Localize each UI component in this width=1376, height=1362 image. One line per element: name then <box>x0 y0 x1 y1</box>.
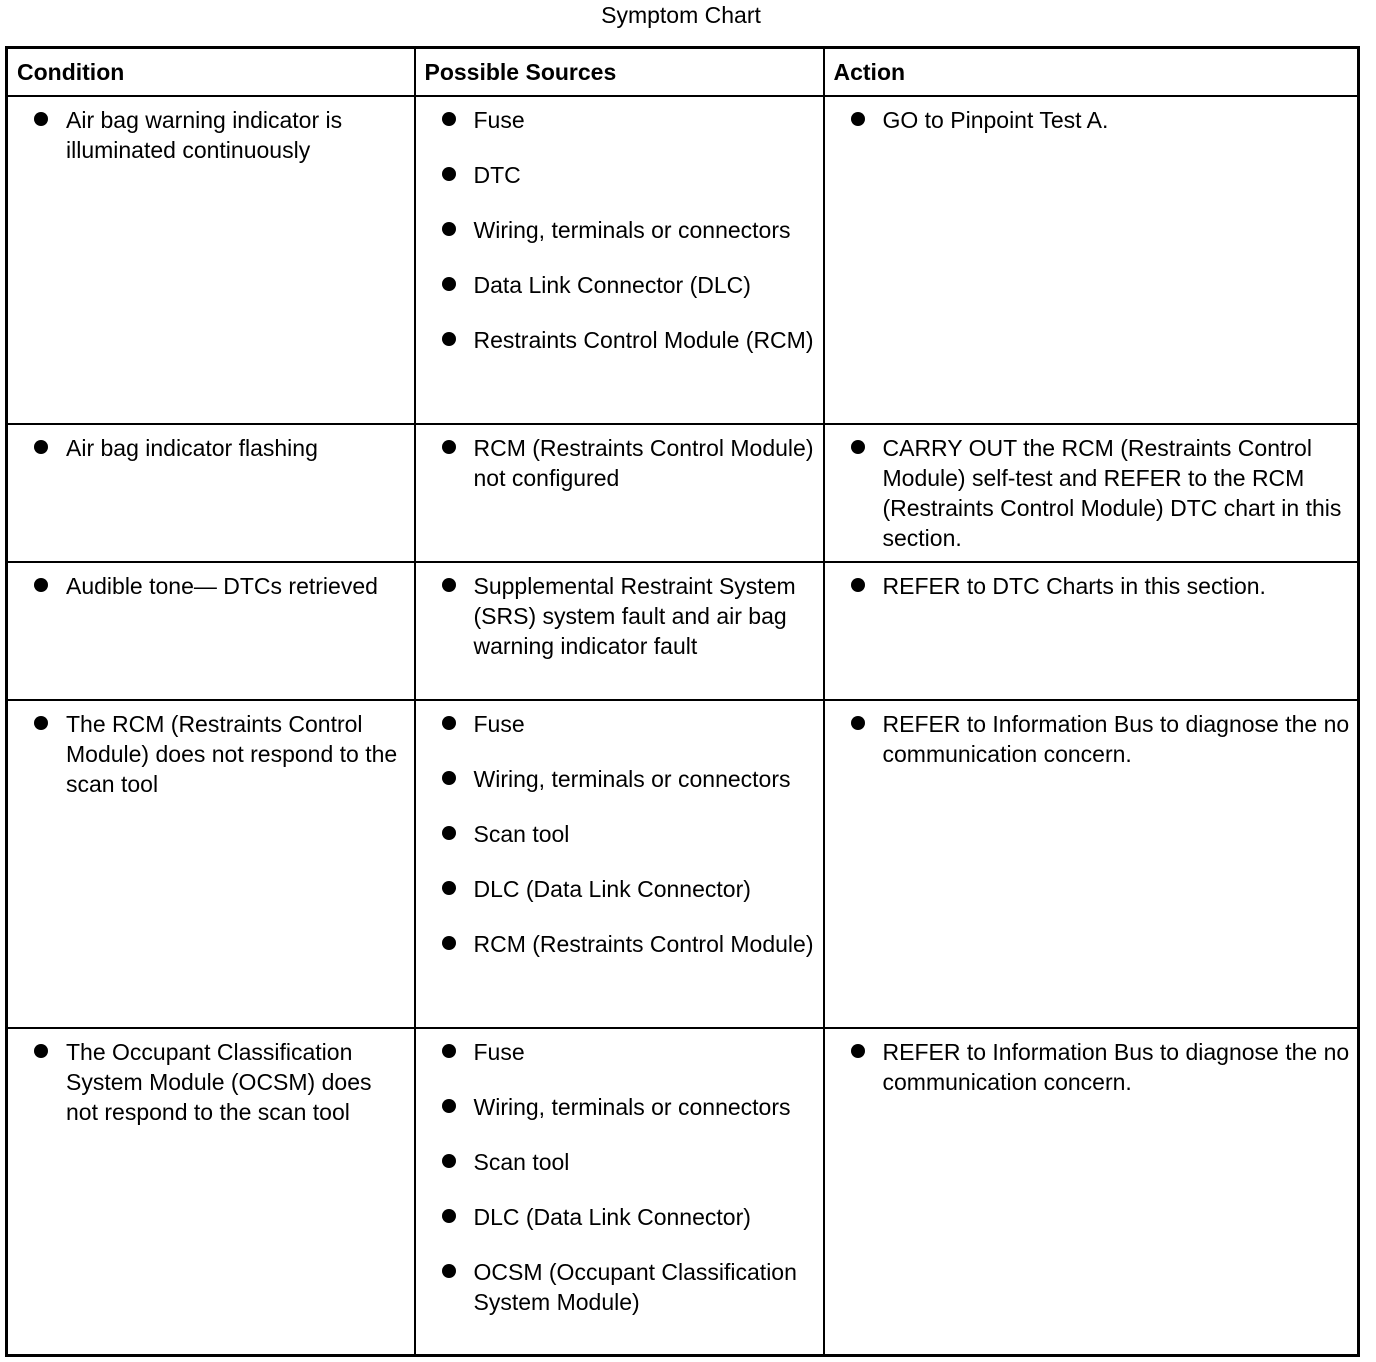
header-action: Action <box>824 48 1359 97</box>
bullet-icon <box>442 1209 456 1223</box>
table-row <box>7 700 1359 1028</box>
source-text: DTC <box>473 162 521 188</box>
list-item <box>825 105 1358 135</box>
bullet-icon <box>442 277 456 291</box>
condition-cell <box>7 562 415 700</box>
list-item <box>8 571 414 601</box>
table-row <box>7 96 1359 424</box>
header-possible-sources: Possible Sources <box>415 48 824 97</box>
list-item <box>416 929 823 959</box>
bullet-icon <box>851 578 865 592</box>
sources-cell <box>415 700 824 1028</box>
condition-text: Air bag warning indicator is illuminated continuously <box>66 107 343 163</box>
sources-cell <box>415 96 824 424</box>
list-item <box>416 160 823 190</box>
source-text: Fuse <box>473 711 525 737</box>
action-text: CARRY OUT the RCM (Restraints Control Module) self-test and REFER to the RCM (Restraints Control Module) DTC chart in this section. <box>882 435 1342 551</box>
list-item <box>416 105 823 135</box>
source-text: Wiring, terminals or connectors <box>473 766 791 792</box>
list-item <box>8 105 414 165</box>
condition-text: Air bag indicator flashing <box>66 435 318 461</box>
bullet-icon <box>442 1044 456 1058</box>
sources-cell <box>415 562 824 700</box>
source-text: Wiring, terminals or connectors <box>473 217 791 243</box>
action-cell <box>824 700 1359 1028</box>
condition-text: The RCM (Restraints Control Module) does not respond to the scan tool <box>66 711 398 797</box>
source-text: DLC (Data Link Connector) <box>473 1204 751 1230</box>
list-item <box>416 1092 823 1122</box>
table-row <box>7 562 1359 700</box>
list-item <box>825 433 1358 553</box>
list-item <box>416 1202 823 1232</box>
bullet-icon <box>442 578 456 592</box>
list-item <box>416 764 823 794</box>
source-text: Supplemental Restraint System (SRS) system fault and air bag warning indicator fault <box>473 573 796 659</box>
list-item <box>8 433 414 463</box>
list-item <box>416 433 823 493</box>
action-text: REFER to DTC Charts in this section. <box>882 573 1266 599</box>
list-item <box>416 1147 823 1177</box>
header-row <box>7 48 1359 97</box>
source-text: Fuse <box>473 1039 525 1065</box>
header-condition: Condition <box>7 48 415 97</box>
table-row <box>7 424 1359 562</box>
table-row <box>7 1028 1359 1356</box>
bullet-icon <box>851 716 865 730</box>
condition-text: The Occupant Classification System Module (OCSM) does not respond to the scan tool <box>66 1039 372 1125</box>
source-text: Scan tool <box>473 1149 570 1175</box>
bullet-icon <box>442 167 456 181</box>
bullet-icon <box>442 1264 456 1278</box>
bullet-icon <box>442 112 456 126</box>
bullet-icon <box>34 716 48 730</box>
bullet-icon <box>442 881 456 895</box>
list-item <box>416 1257 823 1317</box>
bullet-icon <box>442 222 456 236</box>
list-item <box>825 1037 1358 1097</box>
bullet-icon <box>442 332 456 346</box>
action-text: GO to Pinpoint Test A. <box>882 107 1109 133</box>
bullet-icon <box>442 1154 456 1168</box>
condition-text: Audible tone— DTCs retrieved <box>66 573 378 599</box>
list-item <box>825 571 1358 601</box>
bullet-icon <box>34 578 48 592</box>
action-cell <box>824 424 1359 562</box>
condition-cell <box>7 424 415 562</box>
bullet-icon <box>34 112 48 126</box>
list-item <box>8 1037 414 1127</box>
source-text: DLC (Data Link Connector) <box>473 876 751 902</box>
action-text: REFER to Information Bus to diagnose the no communication concern. <box>882 711 1350 767</box>
sources-cell <box>415 1028 824 1356</box>
source-text: Wiring, terminals or connectors <box>473 1094 791 1120</box>
source-text: OCSM (Occupant Classification System Module) <box>473 1259 797 1315</box>
bullet-icon <box>34 1044 48 1058</box>
bullet-icon <box>34 440 48 454</box>
action-cell <box>824 562 1359 700</box>
list-item <box>416 571 823 661</box>
bullet-icon <box>442 440 456 454</box>
list-item <box>8 709 414 799</box>
source-text: Scan tool <box>473 821 570 847</box>
action-text: REFER to Information Bus to diagnose the no communication concern. <box>882 1039 1350 1095</box>
list-item <box>416 325 823 355</box>
list-item <box>416 819 823 849</box>
list-item <box>825 709 1358 769</box>
condition-cell <box>7 1028 415 1356</box>
bullet-icon <box>851 112 865 126</box>
bullet-icon <box>442 936 456 950</box>
bullet-icon <box>851 440 865 454</box>
source-text: Restraints Control Module (RCM) <box>473 327 814 353</box>
bullet-icon <box>442 826 456 840</box>
bullet-icon <box>851 1044 865 1058</box>
source-text: RCM (Restraints Control Module) <box>473 931 814 957</box>
symptom-chart-table <box>5 46 1360 1357</box>
chart-title: Symptom Chart <box>601 2 761 28</box>
condition-cell <box>7 96 415 424</box>
condition-cell <box>7 700 415 1028</box>
sources-cell <box>415 424 824 562</box>
list-item <box>416 1037 823 1067</box>
list-item <box>416 270 823 300</box>
bullet-icon <box>442 771 456 785</box>
list-item <box>416 709 823 739</box>
list-item <box>416 215 823 245</box>
bullet-icon <box>442 1099 456 1113</box>
action-cell <box>824 1028 1359 1356</box>
source-text: Fuse <box>473 107 525 133</box>
list-item <box>416 874 823 904</box>
source-text: RCM (Restraints Control Module) not configured <box>473 435 814 491</box>
action-cell <box>824 96 1359 424</box>
bullet-icon <box>442 716 456 730</box>
source-text: Data Link Connector (DLC) <box>473 272 751 298</box>
